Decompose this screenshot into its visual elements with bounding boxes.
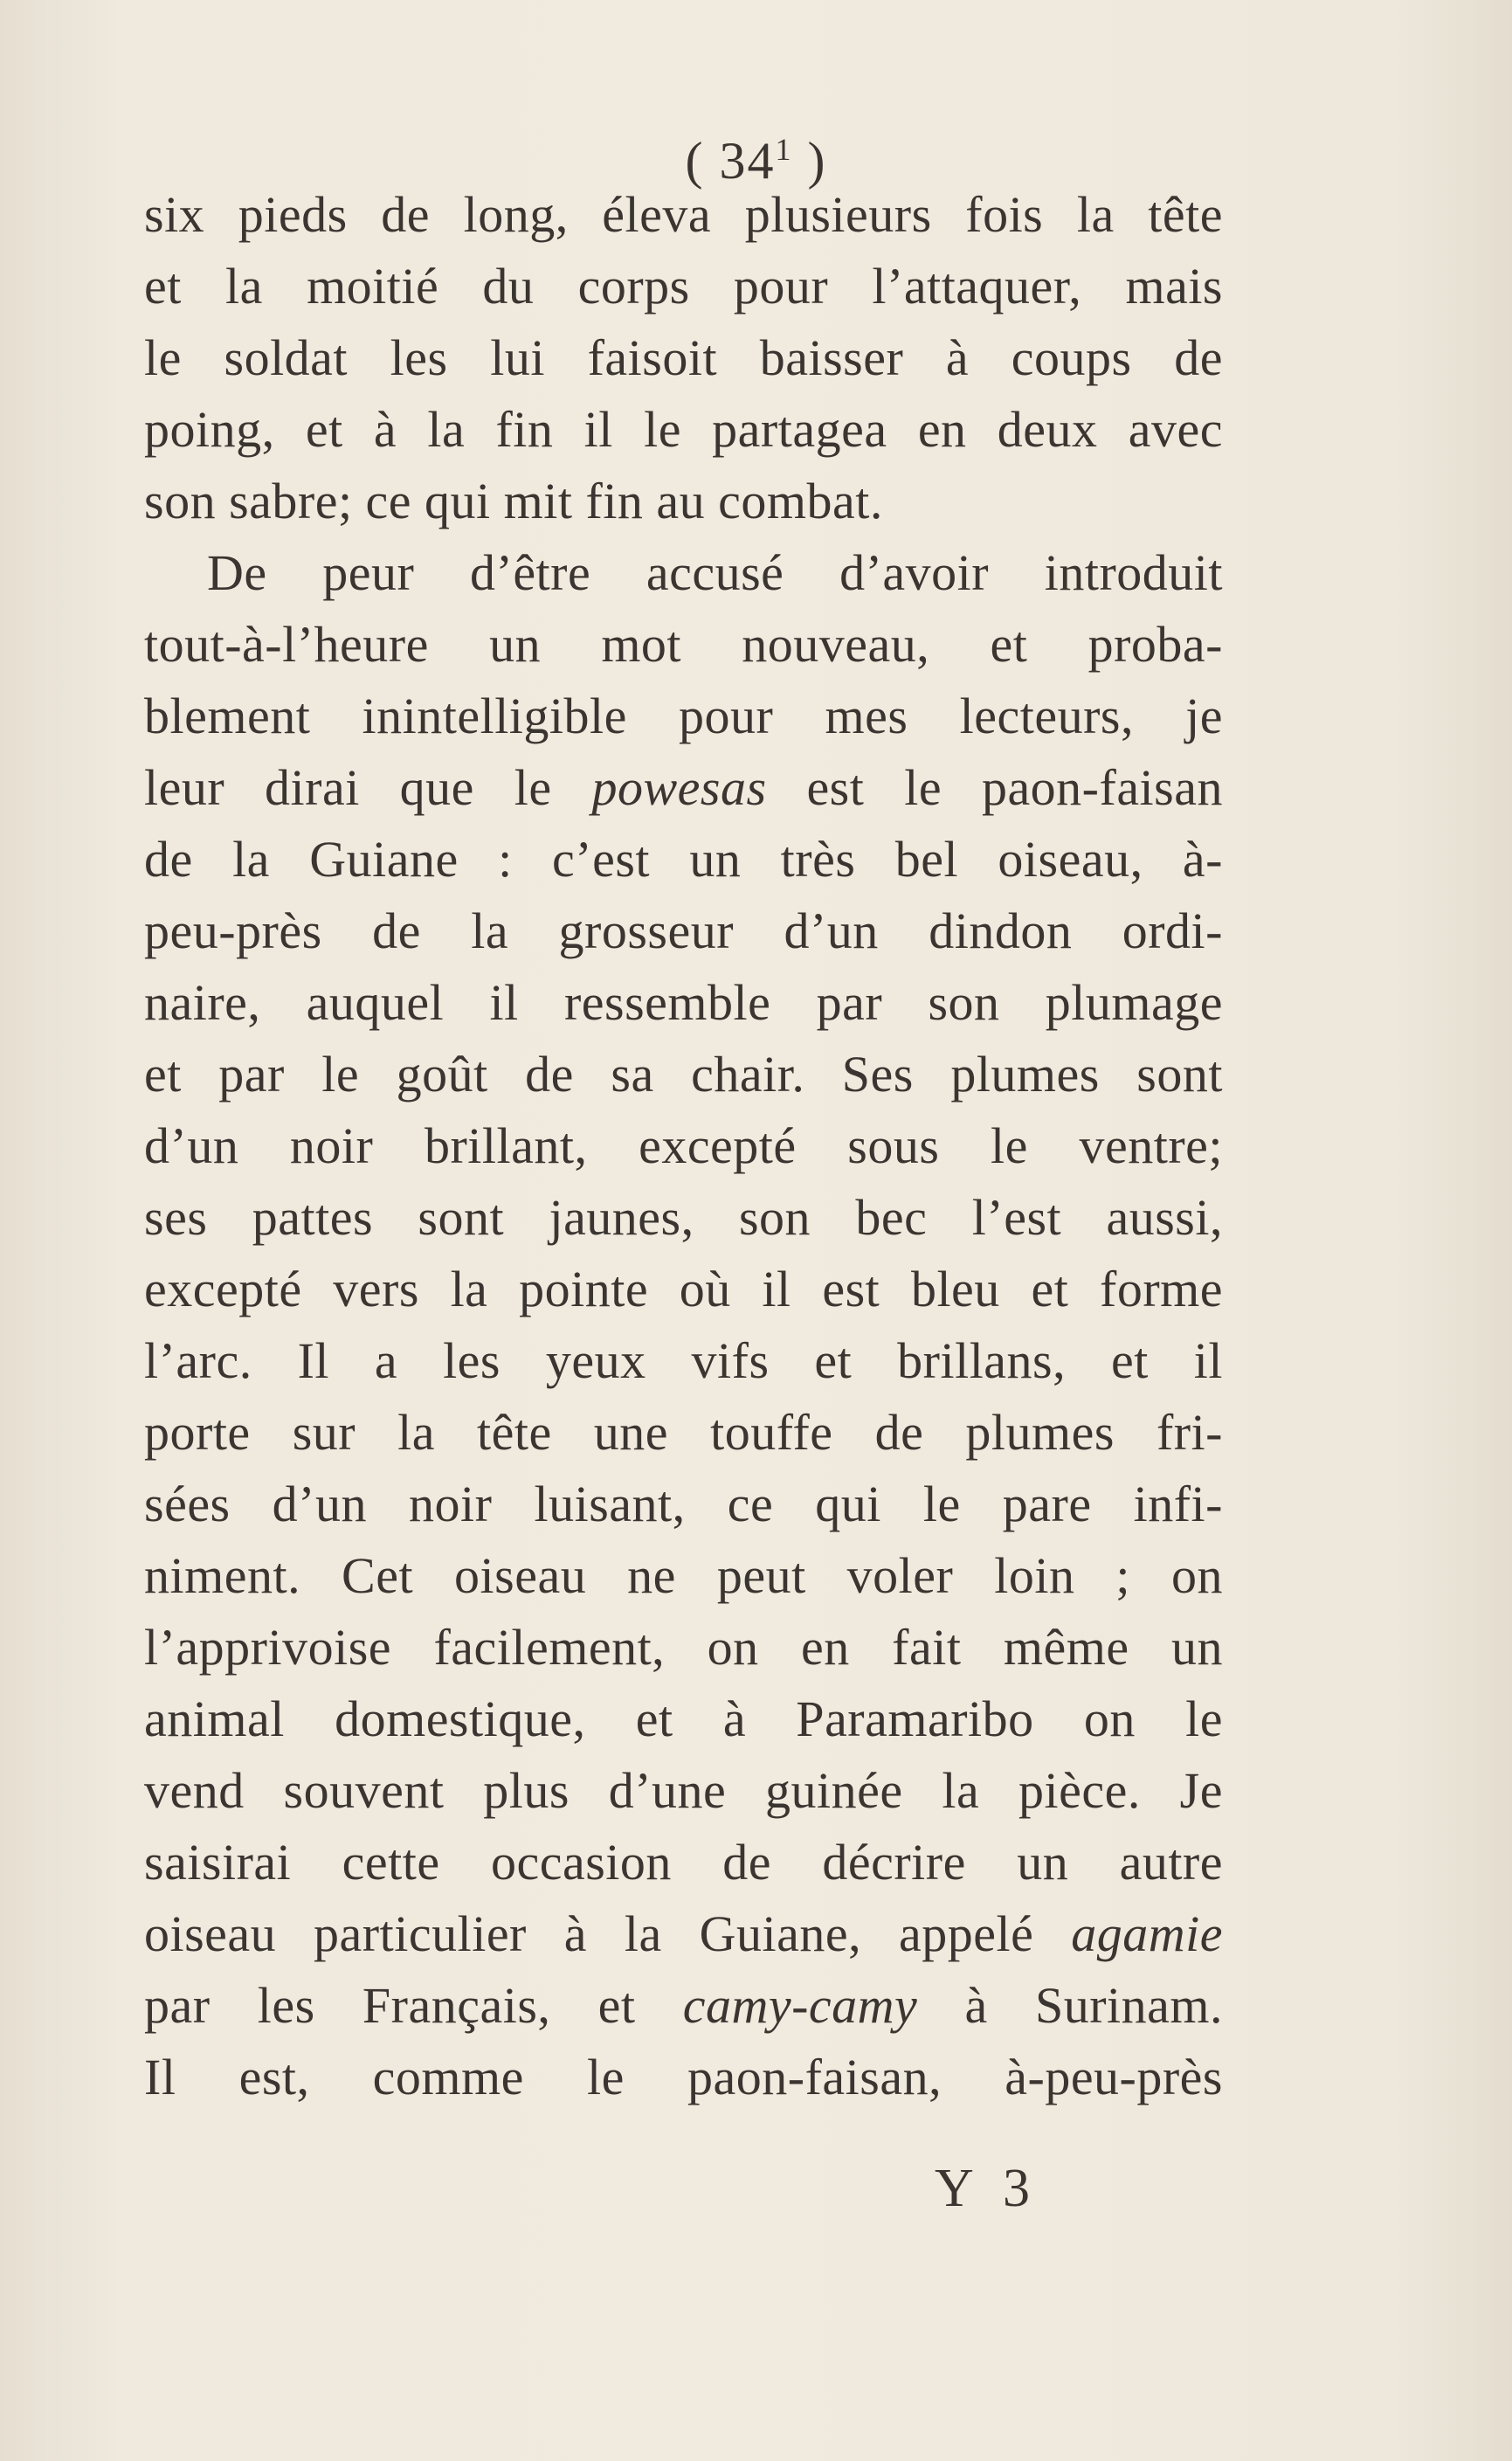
text-line: et par le goût de sa chair. Ses plumes sont xyxy=(144,1046,1223,1103)
text-line: oiseau particulier à la Guiane, appelé agamie xyxy=(144,1905,1223,1962)
text-line: porte sur la tête une touffe de plumes fri- xyxy=(144,1404,1223,1461)
italic-term: camy-camy xyxy=(682,1977,918,2034)
text-line: son sabre; ce qui mit fin au combat. xyxy=(144,473,883,529)
text-line: animal domestique, et à Paramaribo on le xyxy=(144,1690,1223,1747)
text-line: niment. Cet oiseau ne peut voler loin ; on xyxy=(144,1547,1223,1604)
text-line: et la moitié du corps pour l’attaquer, mais xyxy=(144,258,1223,315)
text-line: vend souvent plus d’une guinée la pièce. Je xyxy=(144,1762,1223,1819)
text-line: par les Français, et camy-camy à Surinam. xyxy=(144,1977,1223,2034)
text-line: blement inintelligible pour mes lecteurs, je xyxy=(144,688,1223,744)
text-line: l’apprivoise facilement, on en fait même un xyxy=(144,1619,1223,1676)
text-line: l’arc. Il a les yeux vifs et brillans, et il xyxy=(144,1332,1223,1389)
text-line: De peur d’être accusé d’avoir introduit xyxy=(207,544,1223,601)
text-line: poing, et à la fin il le partagea en deux avec xyxy=(144,401,1223,458)
italic-term: agamie xyxy=(1071,1905,1223,1962)
text-line: ses pattes sont jaunes, son bec l’est aussi, xyxy=(144,1189,1223,1246)
signature-mark: Y 3 xyxy=(935,2159,1039,2218)
text-line: Il est, comme le paon-faisan, à-peu-près xyxy=(144,2049,1223,2105)
text-line: saisirai cette occasion de décrire un autre xyxy=(144,1834,1223,1891)
text-line: sées d’un noir luisant, ce qui le pare infi- xyxy=(144,1476,1223,1532)
body-text xyxy=(144,179,1223,2113)
text-line: le soldat les lui faisoit baisser à coups de xyxy=(144,329,1223,386)
page-number: ( $34^1$ ) xyxy=(685,132,827,190)
italic-term: powesas xyxy=(591,759,767,816)
text-line: peu-près de la grosseur d’un dindon ordi- xyxy=(144,902,1223,959)
text-line: naire, auquel il ressemble par son plumage xyxy=(144,974,1223,1031)
text-line: six pieds de long, éleva plusieurs fois la tête xyxy=(144,186,1223,243)
text-line: d’un noir brillant, excepté sous le ventre; xyxy=(144,1117,1223,1174)
text-line: leur dirai que le powesas est le paon-faisan xyxy=(144,759,1223,816)
text-line: excepté vers la pointe où il est bleu et forme xyxy=(144,1261,1223,1317)
text-line: de la Guiane : c’est un très bel oiseau, à- xyxy=(144,831,1223,888)
text-line: tout-à-l’heure un mot nouveau, et proba- xyxy=(144,616,1223,673)
